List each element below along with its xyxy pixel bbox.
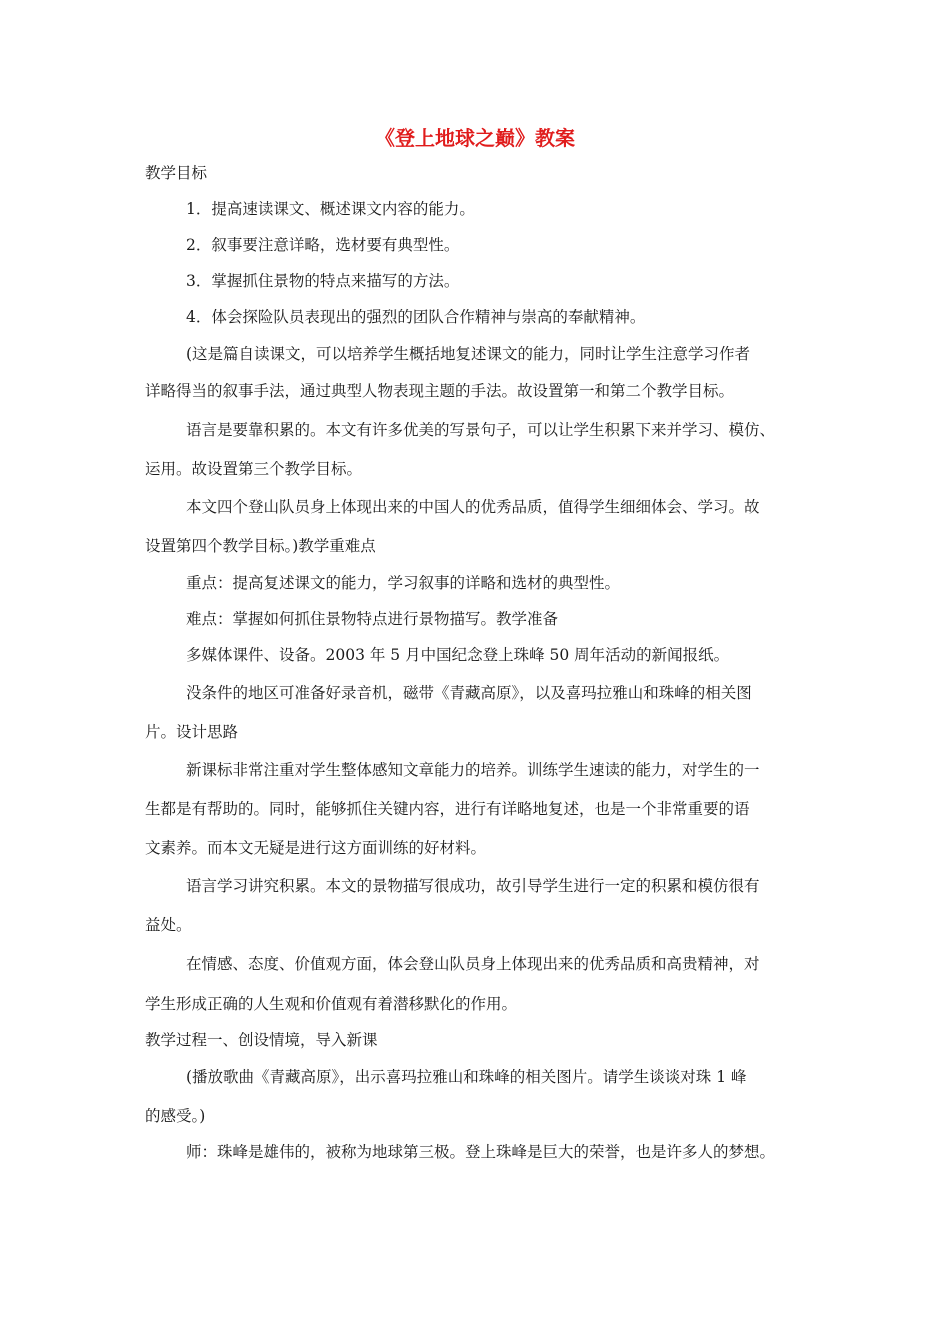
paragraph-line: 片。设计思路 [145,723,239,741]
paragraph-line: 语言学习讲究积累。本文的景物描写很成功，故引导学生进行一定的积累和模仿很有 [186,877,760,895]
difficulty-line: 难点：掌握如何抓住景物特点进行景物描写。教学准备 [186,610,559,628]
paragraph-line: 生都是有帮助的。同时，能够抓住关键内容，进行有详略地复述，也是一个非常重要的语 [145,800,750,818]
objective-item: 1．提高速读课文、概述课文内容的能力。 [186,200,475,218]
paragraph-line: 的感受。) [145,1107,206,1125]
section-heading-objectives: 教学目标 [145,164,208,182]
objective-item: 4．体会探险队员表现出的强烈的团队合作精神与崇高的奉献精神。 [186,308,646,326]
paragraph-line: 语言是要靠积累的。本文有许多优美的写景句子，可以让学生积累下来并学习、模仿、 [186,421,776,439]
section-heading-process: 教学过程一、创设情境，导入新课 [145,1031,378,1049]
paragraph-line: (这是篇自读课文，可以培养学生概括地复述课文的能力，同时让学生注意学习作者 [186,345,751,363]
document-title: 《登上地球之巅》教案 [375,126,575,150]
preparation-line: 多媒体课件、设备。2003 年 5 月中国纪念登上珠峰 50 周年活动的新闻报纸。 [186,646,730,664]
paragraph-line: 设置第四个教学目标。)教学重难点 [145,537,376,555]
paragraph-line: 益处。 [145,916,192,934]
paragraph-line: 详略得当的叙事手法，通过典型人物表现主题的手法。故设置第一和第二个教学目标。 [145,382,735,400]
paragraph-line: 师：珠峰是雄伟的，被称为地球第三极。登上珠峰是巨大的荣誉，也是许多人的梦想。 [186,1143,776,1161]
paragraph-line: 文素养。而本文无疑是进行这方面训练的好材料。 [145,839,487,857]
paragraph-line: 运用。故设置第三个教学目标。 [145,460,363,478]
paragraph-line: (播放歌曲《青藏高原》，出示喜玛拉雅山和珠峰的相关图片。请学生谈谈对珠 1 峰 [186,1068,747,1086]
key-point-line: 重点：提高复述课文的能力，学习叙事的详略和选材的典型性。 [186,574,621,592]
paragraph-line: 学生形成正确的人生观和价值观有着潜移默化的作用。 [145,995,518,1013]
paragraph-line: 没条件的地区可准备好录音机，磁带《青藏高原》，以及喜玛拉雅山和珠峰的相关图 [186,684,752,702]
paragraph-line: 本文四个登山队员身上体现出来的中国人的优秀品质，值得学生细细体会、学习。故 [186,498,760,516]
paragraph-line: 在情感、态度、价值观方面，体会登山队员身上体现出来的优秀品质和高贵精神，对 [186,955,760,973]
objective-item: 3．掌握抓住景物的特点来描写的方法。 [186,272,460,290]
objective-item: 2．叙事要注意详略，选材要有典型性。 [186,236,460,254]
paragraph-line: 新课标非常注重对学生整体感知文章能力的培养。训练学生速读的能力，对学生的一 [186,761,760,779]
